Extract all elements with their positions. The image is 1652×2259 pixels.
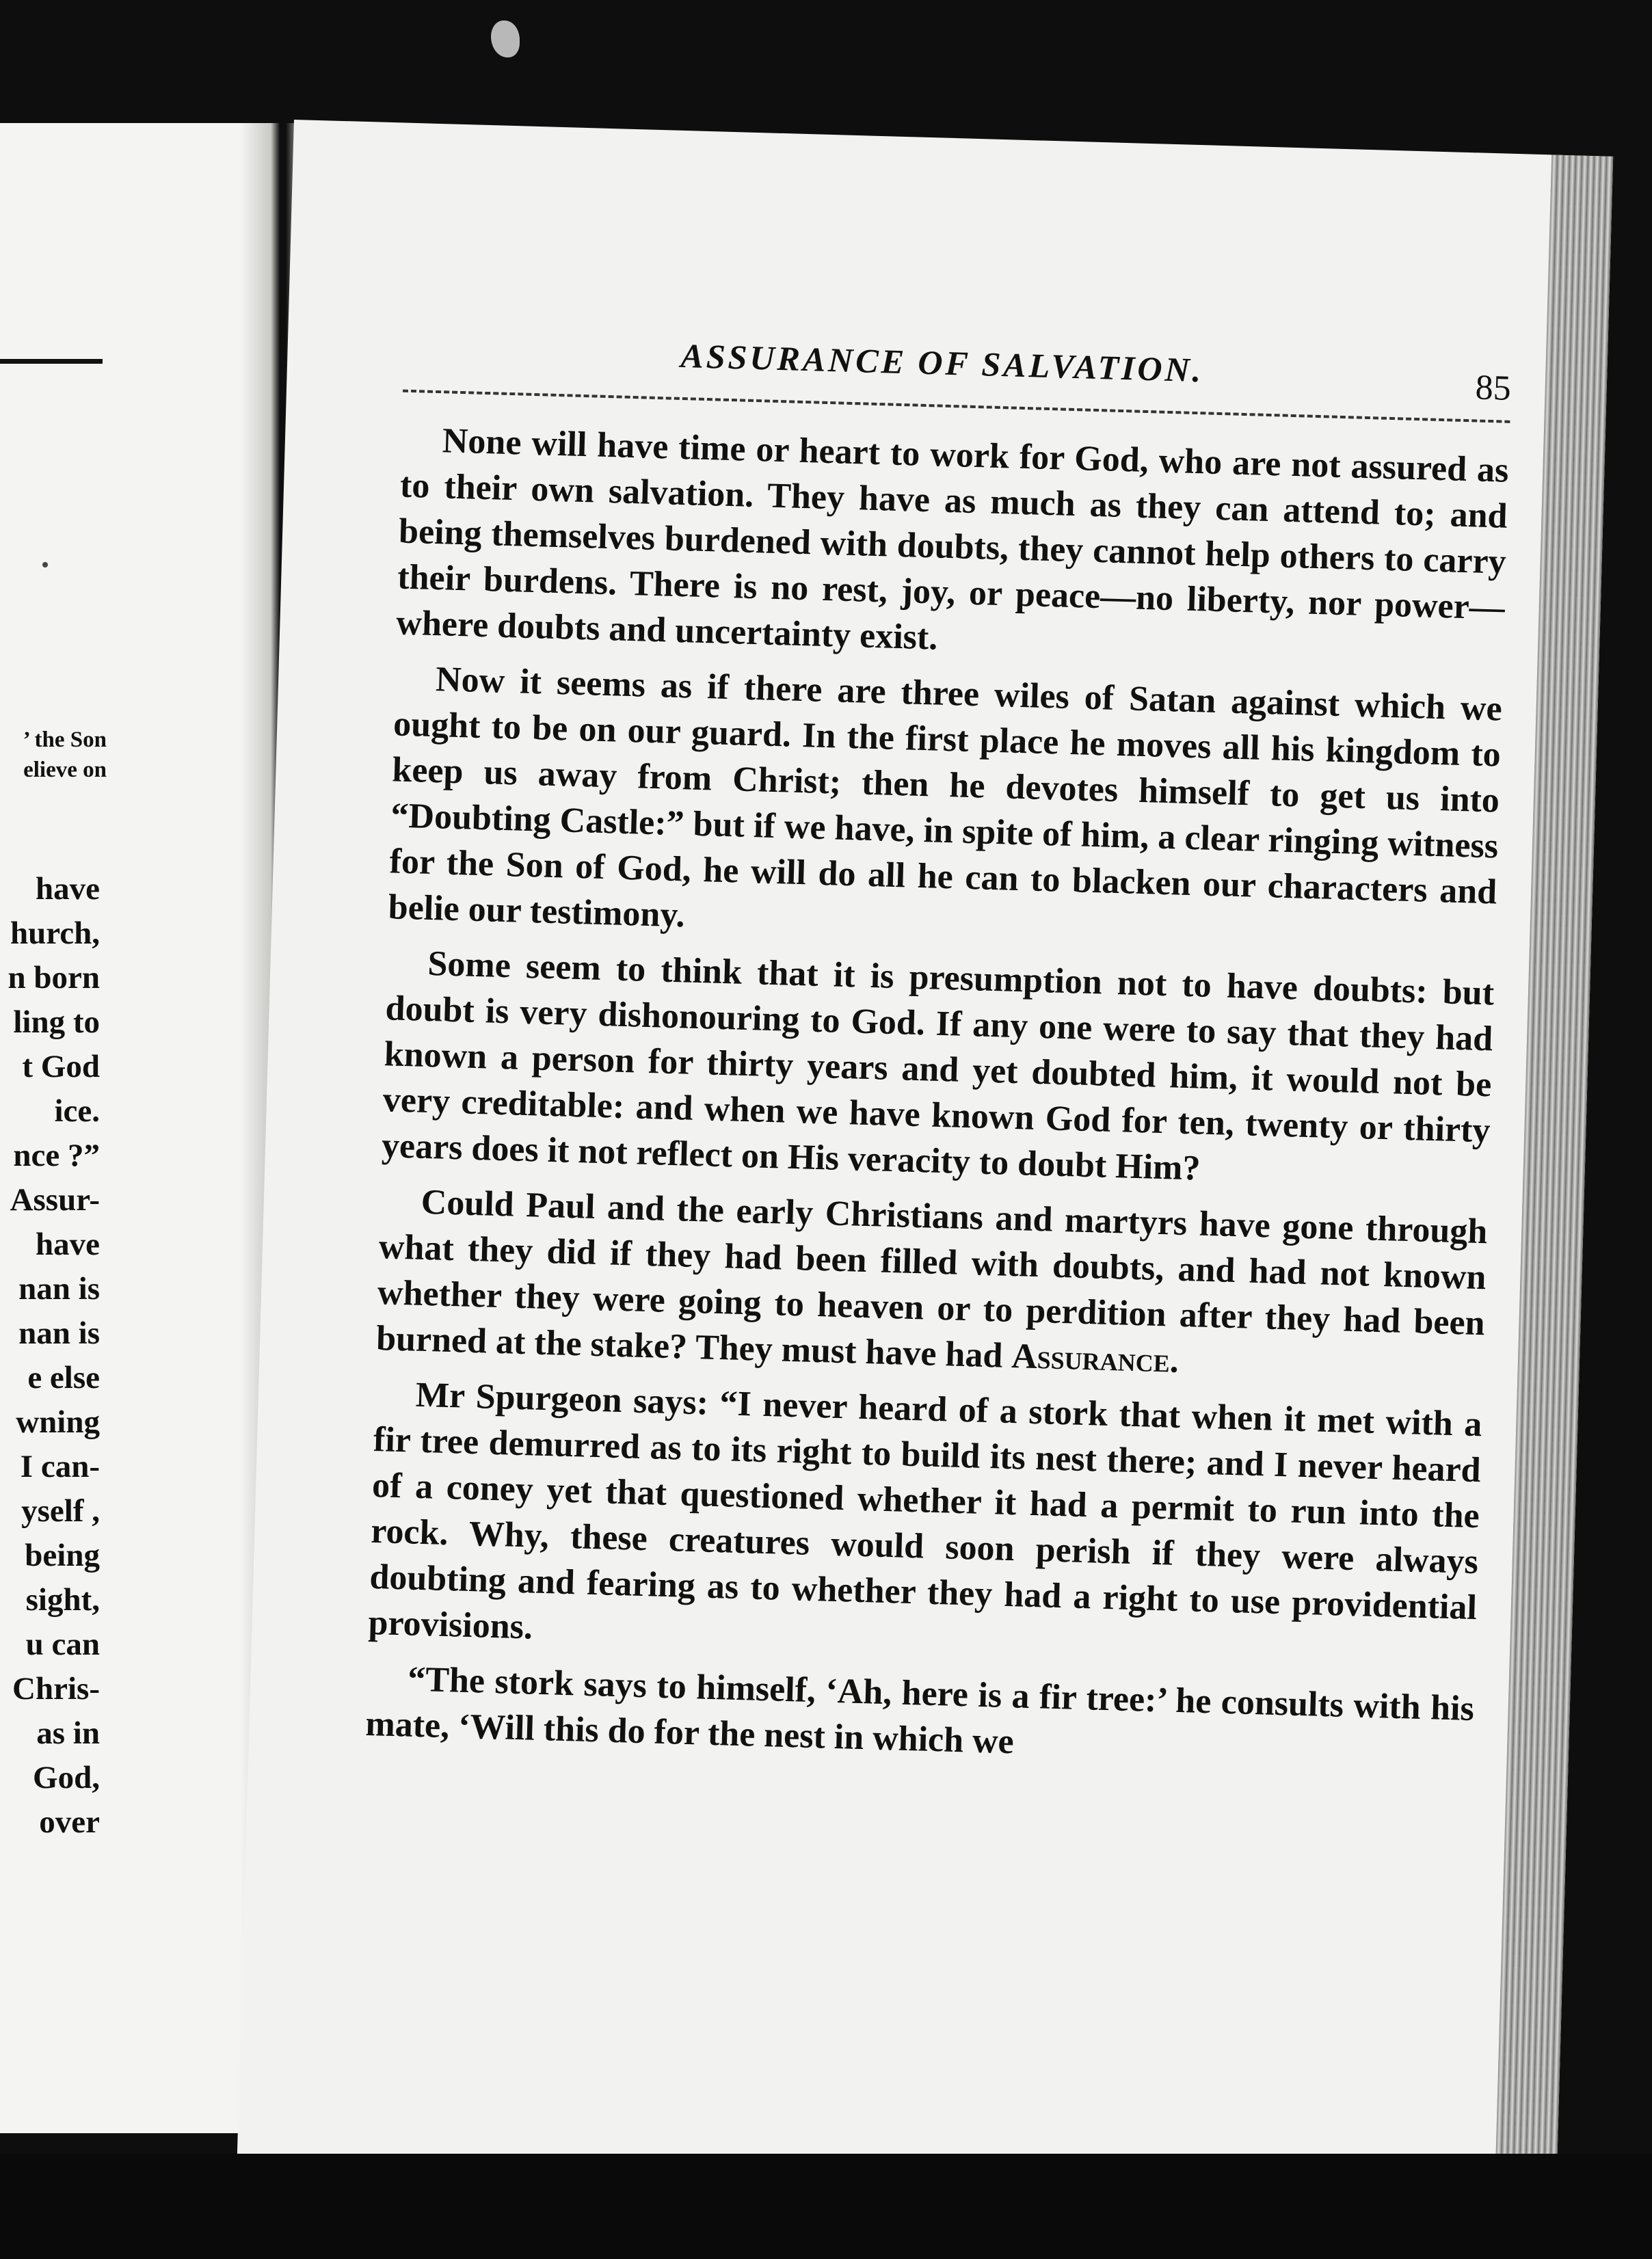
paragraph-text: Could Paul and the early Christians and martyrs have gone through what they did if they had been filled with doubts, and had not known whether they were going to heaven or to perdition after they had been burned at the stake? They must have had bbox=[375, 1182, 1489, 1376]
page-number: 85 bbox=[1474, 368, 1512, 408]
left-line: t God bbox=[22, 1049, 100, 1084]
paragraph: None will have time or heart to work for God, who are not assured as to their own salvation. They have as much as they can attend to; and being themselves burdened with doubts, they cannot help others to carry their burdens. There is no rest, joy, or peace—no liberty, nor power—where doubts and uncertainty exist. bbox=[395, 421, 1510, 658]
left-line: Assur- bbox=[10, 1182, 100, 1218]
left-page-text bbox=[0, 867, 100, 1845]
left-line: as in bbox=[36, 1715, 100, 1751]
paragraph-text: . bbox=[1169, 1341, 1180, 1380]
left-line: ice. bbox=[54, 1093, 100, 1129]
left-line: over bbox=[39, 1804, 100, 1840]
left-line: u can bbox=[25, 1627, 100, 1662]
paragraph: Some seem to think that it is presumption not to have doubts: but doubt is very dishonouring to God. If any one were to say that they had known a person for thirty years and yet doubted him, it would not be very creditable: and when we have known God for ten, twenty or thirty years does it not reflect on His veracity to doubt Him? bbox=[381, 944, 1495, 1188]
left-line: God, bbox=[33, 1760, 100, 1795]
left-line: being bbox=[25, 1538, 100, 1573]
footnote-line: ’ the Son bbox=[23, 727, 107, 752]
footnote-line: elieve on bbox=[23, 758, 107, 782]
dust-speck bbox=[491, 21, 520, 57]
paragraph bbox=[375, 1178, 1488, 1392]
left-page-rule bbox=[0, 359, 103, 364]
running-title: ASSURANCE OF SALVATION. bbox=[680, 336, 1205, 390]
paragraph: “The stork says to himself, ‘Ah, here is a fir tree:’ he consults with his mate, ‘Will this do for the nest in which we bbox=[364, 1659, 1475, 1762]
left-line: sight, bbox=[25, 1582, 100, 1618]
emphasis-assurance: Assurance bbox=[1011, 1337, 1171, 1380]
left-page-mark bbox=[42, 562, 48, 567]
left-line: nan is bbox=[18, 1271, 100, 1307]
left-line: have bbox=[36, 1227, 100, 1262]
left-line: nce ?” bbox=[13, 1138, 100, 1173]
paragraph: Now it seems as if there are three wiles of Satan against which we ought to be on our guard. In the first place he moves all his kingdom to keep us away from Christ; then he devotes himself to get us into “Doubting Castle:” but if we have, in spite of him, a clear ringing witness for the Son of God, he will do all he can to blacken our characters and belie our testimony. bbox=[388, 660, 1503, 935]
left-line: Chris- bbox=[12, 1671, 100, 1707]
page-header bbox=[403, 328, 1512, 414]
left-line: wning bbox=[16, 1404, 100, 1440]
left-line: e else bbox=[27, 1360, 100, 1395]
paragraph: Mr Spurgeon says: “I never heard of a stork that when it met with a fir tree demurred as to its right to build its nest there; and I never heard of a coney yet that questioned whether it had a permit to run into the rock. Why, these creatures would soon perish if they were always doubting and fearing as to whether they had a right to use providential provisions. bbox=[367, 1375, 1483, 1647]
left-line: yself , bbox=[21, 1493, 100, 1529]
scan-bottom-shadow bbox=[0, 2154, 1652, 2259]
left-line: I can- bbox=[20, 1449, 100, 1484]
right-page bbox=[237, 120, 1614, 2200]
left-line: hurch, bbox=[10, 915, 100, 951]
left-line: have bbox=[36, 871, 100, 907]
left-line: n born bbox=[8, 960, 100, 995]
left-line: ling to bbox=[13, 1004, 100, 1040]
page-edge bbox=[1495, 155, 1613, 2200]
left-line: nan is bbox=[18, 1315, 100, 1351]
body-text bbox=[364, 417, 1509, 1787]
left-page-footnote bbox=[7, 725, 107, 785]
